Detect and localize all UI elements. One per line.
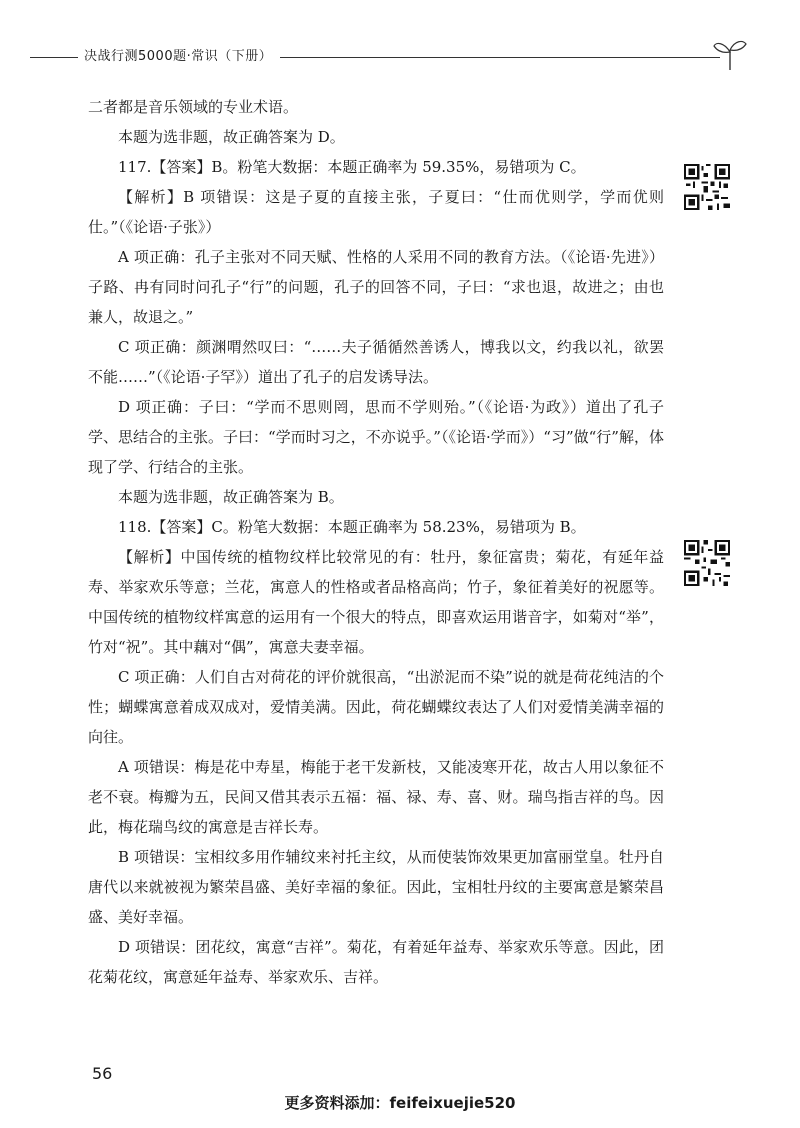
footer-contact-note: 更多资料添加：feifeixuejie520 [284,1094,516,1112]
option-c-117: C 项正确：颜渊喟然叹曰：“……夫子循循然善诱人，博我以文，约我以礼，欲罢不能……”（《论语·子罕》）道出了孔子的启发诱导法。 [88,338,664,386]
option-c-118: C 项正确：人们自古对荷花的评价就很高，“出淤泥而不染”说的就是荷花纯洁的个性；蝴蝶寓意着成双成对，爱情美满。因此，荷花蝴蝶纹表达了人们对爱情美满幸福的向往。 [88,668,664,746]
analysis-117: 【解析】B 项错误：这是子夏的直接主张，子夏曰：“仕而优则学，学而优则仕。”（《论语·子张》） [88,188,664,236]
running-header [30,42,750,68]
qr-code-icon[interactable] [684,164,730,210]
option-d-117: D 项正确：子曰：“学而不思则罔，思而不学则殆。”（《论语·为政》）道出了孔子学、思结合的主张。子曰：“学而时习之，不亦说乎。”（《论语·学而》）“习”做“行”解，体现了学、行结合的主张。 [88,398,664,476]
header-rule-right [280,57,720,58]
option-a-118: A 项错误：梅是花中寿星，梅能于老干发新枝，又能凌寒开花，故古人用以象征不老不衰。梅瓣为五，民间又借其表示五福：福、禄、寿、喜、财。瑞鸟指吉祥的鸟。因此，梅花瑞鸟纹的寓意是吉祥长寿。 [88,758,664,836]
qr-code-icon[interactable] [684,540,730,586]
option-a-117: A 项正确：孔子主张对不同天赋、性格的人采用不同的教育方法。（《论语·先进》）子路、冉有同时问孔子“行”的问题，孔子的回答不同，子曰：“求也退，故进之；由也兼人，故退之。” [88,248,664,326]
option-d-118: D 项错误：团花纹，寓意“吉祥”。菊花，有着延年益寿、举家欢乐等意。因此，团花菊花纹，寓意延年益寿、举家欢乐、吉祥。 [88,938,664,986]
conclusion-117: 本题为选非题，故正确答案为 B。 [118,488,344,506]
paragraph: 本题为选非题，故正确答案为 D。 [118,128,345,146]
header-rule-left [30,57,78,58]
answer-117: 117.【答案】B。粉笔大数据：本题正确率为 59.35%，易错项为 C。 [118,158,586,176]
page-number: 56 [92,1064,113,1083]
sprout-icon [710,36,750,72]
paragraph: 二者都是音乐领域的专业术语。 [88,98,299,116]
option-b-118: B 项错误：宝相纹多用作辅纹来衬托主纹，从而使装饰效果更加富丽堂皇。牡丹自唐代以来就被视为繁荣昌盛、美好幸福的象征。因此，宝相牡丹纹的主要寓意是繁荣昌盛、美好幸福。 [88,848,664,926]
answer-118: 118.【答案】C。粉笔大数据：本题正确率为 58.23%，易错项为 B。 [118,518,586,536]
analysis-118: 【解析】中国传统的植物纹样比较常见的有：牡丹，象征富贵；菊花，有延年益寿、举家欢乐等意；兰花，寓意人的性格或者品格高尚；竹子，象征着美好的祝愿等。中国传统的植物纹样寓意的运用有一个很大的特点，即喜欢运用谐音字，如菊对“举”，竹对“祝”。其中藕对“偶”，寓意夫妻幸福。 [88,548,664,656]
header-title: 决战行测5000题·常识（下册） [84,49,273,64]
page-body [88,92,664,992]
